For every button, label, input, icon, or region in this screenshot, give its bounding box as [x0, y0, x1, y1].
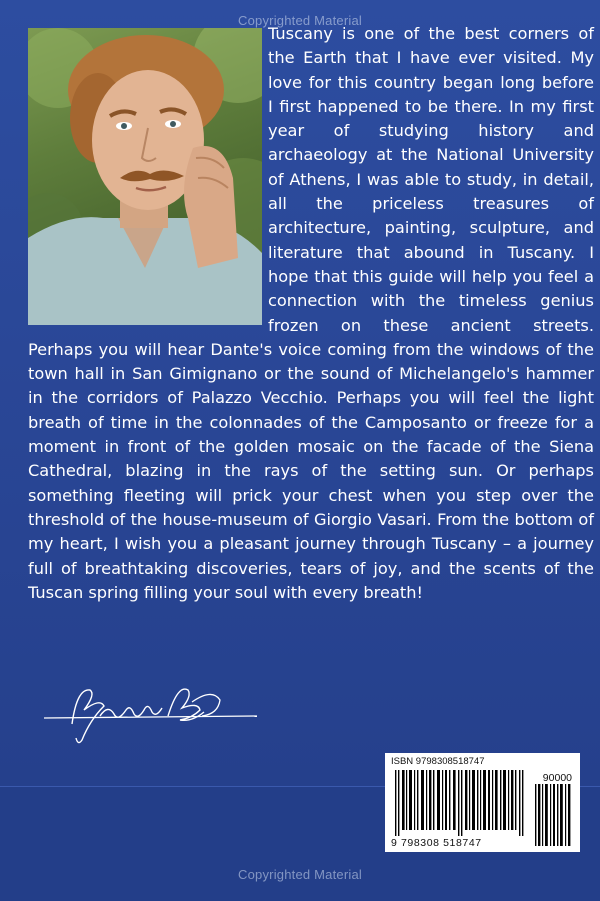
photo-wrap-space — [28, 22, 268, 324]
author-bio — [28, 22, 594, 605]
author-signature — [42, 680, 262, 750]
isbn-barcode-box — [385, 753, 580, 852]
isbn-label: ISBN 9798308518747 — [391, 756, 485, 767]
watermark-top: Copyrighted Material — [238, 13, 362, 28]
watermark-bottom: Copyrighted Material — [238, 867, 362, 882]
price-code: 90000 — [542, 772, 572, 784]
barcode-bars-main — [395, 770, 527, 836]
barcode-bars-addon — [535, 784, 573, 846]
isbn-digits: 9 798308 518747 — [391, 837, 482, 849]
bio-paragraph: Tuscany is one of the best corners of the Earth that I have ever visited. My love for this country began long before I first happened to be there. In my first year of studying history and archaeology at the National University of Athens, I was able to study, in detail, all the priceless treasures of architecture, painting, sculpture, and literature that abound in Tuscany. I hope that this guide will help you feel a connection with the timeless genius frozen on these ancient streets. Perhaps you will hear Dante's voice coming from the windows of the town hall in San Gimignano or the sound of Michelangelo's hammer in the corridors of Palazzo Vecchio. Perhaps you will feel the light breath of time in the colonnades of the Camposanto or freeze for a moment in front of the golden mosaic on the facade of the Siena Cathedral, blazing in the rays of the setting sun. Or perhaps something fleeting will prick your chest when you step over the threshold of the house-museum of Giorgio Vasari. From the bottom of my heart, I wish you a pleasant journey through Tuscany – a journey full of breathtaking discoveries, tears of joy, and the scents of the Tuscan spring filling your soul with every breath! — [28, 24, 594, 602]
